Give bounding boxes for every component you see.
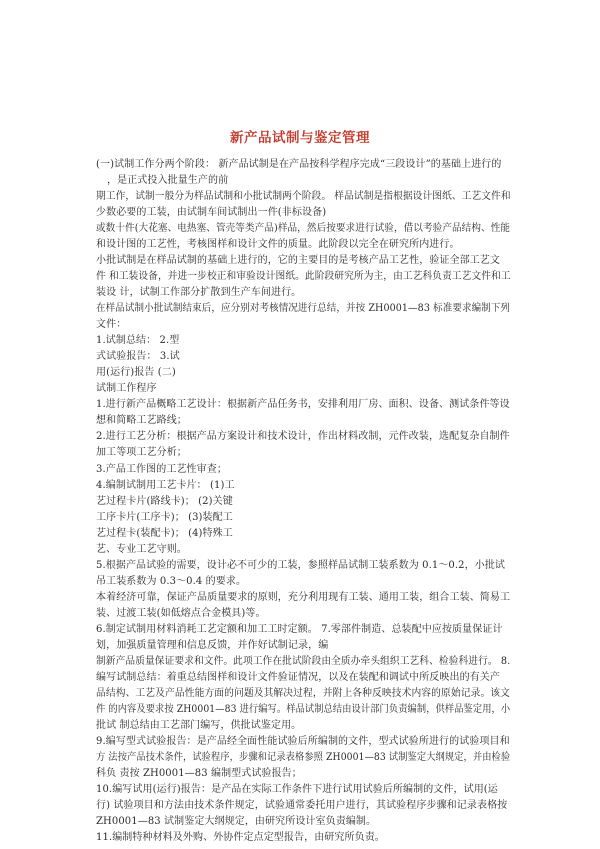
text-line: 艺过程卡(装配卡)； (4)特殊工 xyxy=(96,527,233,539)
text-line: 件 和工装设备，并进一步校正和审验设计图纸。此阶段研究所为主，由工艺科负责工艺文件和工 xyxy=(96,271,511,283)
text-line: 和设计图的工艺性，考核图样和设计文件的质量。此阶段以完全在研究所内进行。 xyxy=(96,239,460,251)
text-line: 3.产品工作图的工艺性审查； xyxy=(96,463,227,475)
text-line: 试制工作程序 xyxy=(96,383,157,395)
text-line: 2.进行工艺分析：根据产品方案设计和技术设计，作出材料改制，元件改装，选配复杂自制件 xyxy=(96,431,510,443)
page-title: 新产品试制与鉴定管理 xyxy=(230,130,370,146)
text-line: 艺过程卡片(路线卡)； (2)关键 xyxy=(96,495,233,507)
text-line: 式试验报告： 3.试 xyxy=(96,351,180,363)
text-line: 在样品试制小批试制结束后，应分别对考核情况进行总结，并按 ZH0001—83 标准要求编制下列 xyxy=(96,303,511,315)
text-line: 装、过渡工装(如低熔点合金模具)等。 xyxy=(96,607,266,619)
text-line: 1.试制总结： 2.型 xyxy=(96,335,180,347)
text-line: 方 法按产品技术条件，试验程序，步骤和记录表格参照 ZH0001—83 试制鉴定大纲规定，并由检验 xyxy=(96,751,511,763)
text-line: 本着经济可靠，保证产品质量要求的原则，充分利用现有工装、通用工装，组合工装、简易工 xyxy=(96,591,511,603)
text-line: 制新产品质量保证要求和文件。此项工作在批试阶段由全质办牵头组织工艺科、检验科进行。 8. xyxy=(96,655,511,667)
text-line: 期工作，试制一般分为样品试制和小批试制两个阶段。 样品试制是指根据设计图纸、工艺文件和 xyxy=(96,191,511,202)
text-line: 科负 责按 ZH0001—83 编制型式试验报告； xyxy=(96,767,302,779)
text-line: 行) 试验项目和方法由技术条件规定，试验通常委托用户进行，其试验程序步骤和记录表格按 xyxy=(96,800,508,811)
text-line: 加工等项工艺分析； xyxy=(96,447,187,459)
text-line: 吊工装系数为 0.3～0.4 的要求。 xyxy=(96,575,247,587)
text-line: 6.制定试制用材料消耗工艺定额和加工工时定额。 7.零部件制造、总装配中应按质量保证计 xyxy=(96,623,503,635)
text-line: 5.根据产品试验的需要，设计必不可少的工装，参照样品试制工装系数为 0.1～0.2，小批试 xyxy=(96,559,506,571)
text-line: 编写试制总结：着重总结图样和设计文件验证情况，以及在装配和调试中所反映出的有关产 xyxy=(96,671,500,683)
text-line: (一)试制工作分两个阶段： 新产品试制是在产品按科学程序完成“三段设计”的基础上进行的 xyxy=(96,159,502,170)
text-line: 工序卡片(工序卡)； (3)装配工 xyxy=(96,511,233,523)
text-line: 批试 制总结由工艺部门编写，供批试鉴定用。 xyxy=(96,719,302,731)
text-line: 想和简略工艺路线； xyxy=(96,415,187,427)
text-line: 品结构、工艺及产品性能方面的问题及其解决过程，并附上各种反映技术内容的原始记录。该文 xyxy=(96,687,511,699)
text-line: 4.编制试制用工艺卡片： (1)工 xyxy=(96,479,235,491)
text-line: 少数必要的工装，由试制车间试制出一件(非标设备) xyxy=(96,207,327,219)
text-line: ZH0001—83 试制鉴定大纲规定，由研究所设计室负责编制。 xyxy=(96,816,377,827)
text-line: 或数十件(大花塞、电热塞、管壳等类产品)样品，然后按要求进行试验，借以考验产品结构、性能 xyxy=(96,223,511,235)
text-line: ，是正式投入批量生产的前 xyxy=(107,175,229,186)
text-line: 划，加强质量管理和信息反馈，并作好试制记录，编 xyxy=(96,639,329,651)
text-line: 11.编制特种材料及外购、外协件定点定型报告，由研究所负责。 xyxy=(96,832,385,843)
text-line: 文件： xyxy=(96,319,127,331)
text-line: 装设 计，试制工作部分扩散到生产车间进行。 xyxy=(96,287,302,299)
text-line: 1.进行新产品概略工艺设计：根据新产品任务书，安排利用厂房、面积、设备、测试条件等设 xyxy=(96,399,510,411)
text-line: 用(运行)报告 (二) xyxy=(96,367,176,379)
text-line: 艺、专业工艺守则。 xyxy=(96,543,187,555)
text-line: 9.编写型式试验报告：是产品经全面性能试验后所编制的文件，型式试验所进行的试验项目和 xyxy=(96,735,510,747)
text-line: 小批试制是在样品试制的基础上进行的，它的主要目的是考核产品工艺性，验证全部工艺文 xyxy=(96,255,500,267)
text-line: 件 的内容及要求按 ZH0001—83 进行编写。样品试制总结由设计部门负责编制，供样品鉴定用，小 xyxy=(96,703,511,715)
text-line: 10.编写试用(运行)报告：是产品在实际工作条件下进行试用试验后所编制的文件，试用(运 xyxy=(96,783,498,795)
